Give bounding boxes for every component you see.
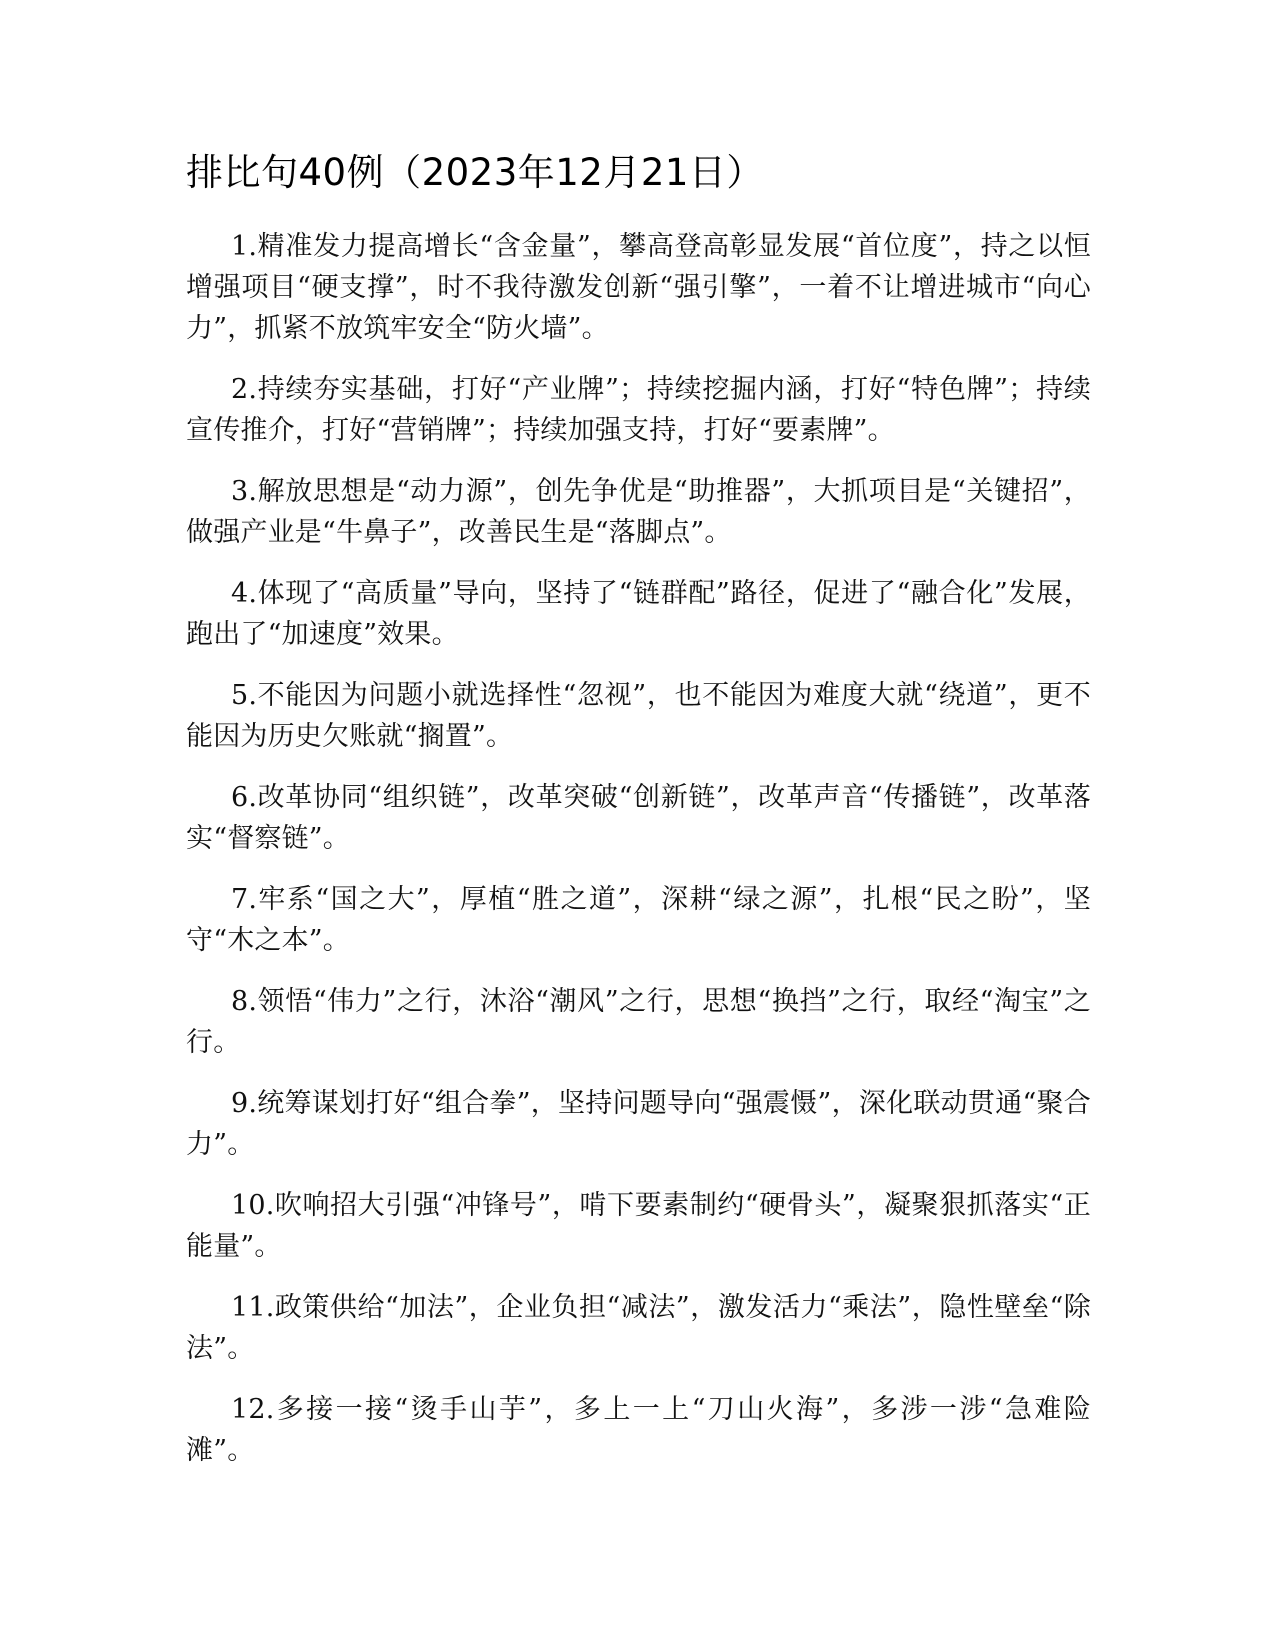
paragraph-2: 2.持续夯实基础，打好“产业牌”；持续挖掘内涵，打好“特色牌”；持续宣传推介，打好“营销牌”；持续加强支持，打好“要素牌”。 [186, 374, 1091, 446]
paragraph-8: 8.领悟“伟力”之行，沐浴“潮风”之行，思想“换挡”之行，取经“淘宝”之行。 [186, 986, 1091, 1058]
document-body [186, 226, 1091, 1491]
paragraph-3: 3.解放思想是“动力源”，创先争优是“助推器”，大抓项目是“关键招”，做强产业是“牛鼻子”，改善民生是“落脚点”。 [186, 476, 1091, 548]
paragraph-6: 6.改革协同“组织链”，改革突破“创新链”，改革声音“传播链”，改革落实“督察链”。 [186, 782, 1091, 854]
paragraph-10: 10.吹响招大引强“冲锋号”，啃下要素制约“硬骨头”，凝聚狠抓落实“正能量”。 [186, 1190, 1091, 1262]
paragraph-1: 1.精准发力提高增长“含金量”，攀高登高彰显发展“首位度”，持之以恒增强项目“硬支撑”，时不我待激发创新“强引擎”，一着不让增进城市“向心力”，抓紧不放筑牢安全“防火墙”。 [186, 231, 1091, 344]
paragraph-12: 12.多接一接“烫手山芋”，多上一上“刀山火海”，多涉一涉“急难险滩”。 [186, 1394, 1091, 1466]
document-title: 排比句40例（2023年12月21日） [186, 151, 764, 194]
paragraph-11: 11.政策供给“加法”，企业负担“减法”，激发活力“乘法”，隐性壁垒“除法”。 [186, 1292, 1091, 1364]
paragraph-7: 7.牢系“国之大”，厚植“胜之道”，深耕“绿之源”，扎根“民之盼”，坚守“木之本”。 [186, 884, 1091, 956]
paragraph-4: 4.体现了“高质量”导向，坚持了“链群配”路径，促进了“融合化”发展，跑出了“加速度”效果。 [186, 578, 1091, 650]
paragraph-9: 9.统筹谋划打好“组合拳”，坚持问题导向“强震慑”，深化联动贯通“聚合力”。 [186, 1088, 1091, 1160]
paragraph-5: 5.不能因为问题小就选择性“忽视”，也不能因为难度大就“绕道”，更不能因为历史欠账就“搁置”。 [186, 680, 1091, 752]
